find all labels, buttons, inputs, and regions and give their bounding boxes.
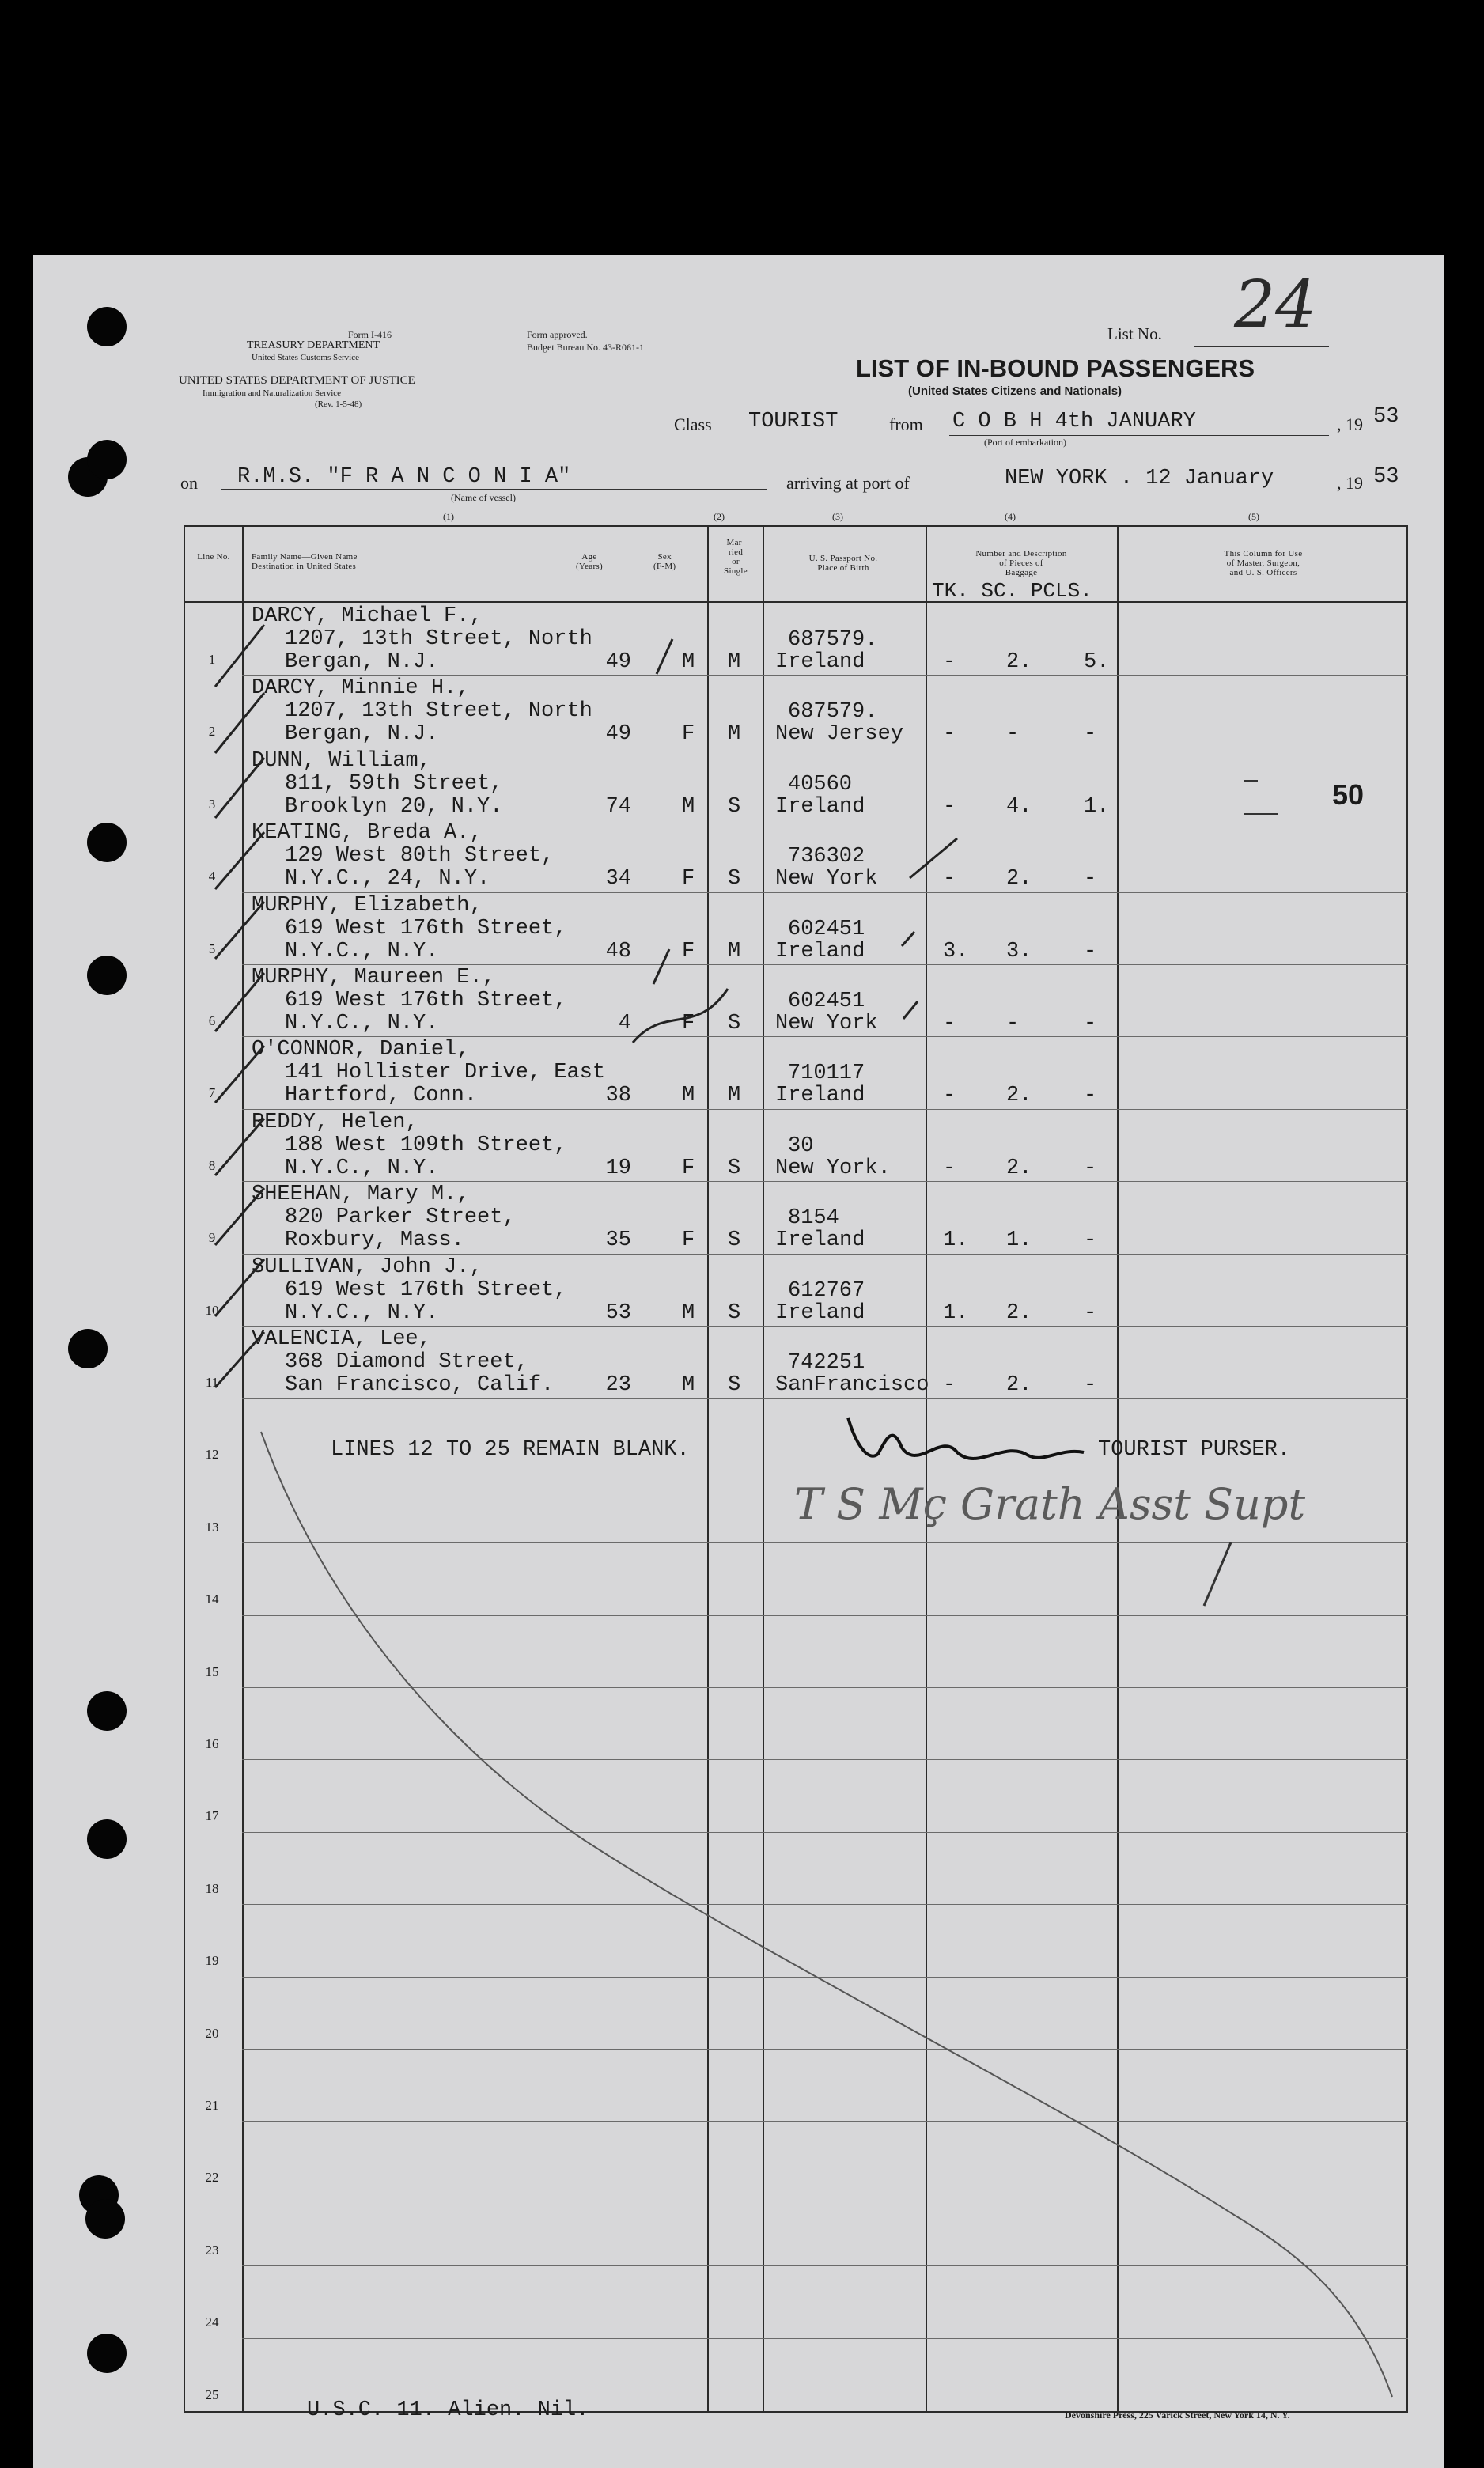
class-label: Class (674, 414, 712, 434)
year-prefix-1: , 19 (1337, 414, 1363, 434)
passenger-age: 19 (605, 1156, 631, 1180)
printer-imprint: Devonshire Press, 225 Varick Street, New York 14, N. Y. (1065, 2409, 1290, 2421)
passport-number: 687579. (788, 628, 878, 652)
marital-status: M (728, 1084, 741, 1108)
place-of-birth: Ireland (775, 1300, 865, 1325)
passenger-name: MURPHY, Maureen E., (252, 966, 495, 990)
passport-number: 742251 (788, 1351, 865, 1375)
col-num-5: (5) (1248, 511, 1259, 522)
place-of-birth: Ireland (775, 650, 865, 674)
line-number: 23 (205, 2242, 219, 2258)
passport-number: 612767 (788, 1278, 865, 1303)
line-number: 21 (205, 2098, 219, 2113)
marital-status: S (728, 1300, 741, 1325)
budget-bureau: Budget Bureau No. 43-R061-1. (527, 342, 646, 353)
passport-number: 30 (788, 1134, 814, 1158)
passenger-age: 38 (605, 1084, 631, 1108)
passenger-age: 23 (605, 1373, 631, 1397)
passenger-sex: F (682, 1156, 695, 1180)
passenger-sex: M (682, 1373, 695, 1397)
pen-tick (1204, 1542, 1231, 1606)
passenger-name: VALENCIA, Lee, (252, 1327, 431, 1351)
hdr-married: Mar- ried or Single (724, 538, 748, 576)
hdr-passport: U. S. Passport No. Place of Birth (808, 554, 878, 573)
baggage-tk: 3. (943, 939, 969, 963)
passenger-sex: M (682, 1300, 695, 1325)
passenger-address: 129 West 80th Street, (285, 844, 555, 869)
marital-status: M (728, 939, 741, 963)
baggage-tk: - (943, 650, 956, 674)
baggage-sc: 2. (1006, 1084, 1032, 1108)
line-number: 9 (208, 1230, 216, 1246)
passenger-address: 619 West 176th Street, (285, 989, 567, 1013)
passenger-address: 820 Parker Street, (285, 1206, 516, 1230)
line-number: 19 (205, 1953, 219, 1969)
line-number: 5 (208, 941, 216, 956)
passenger-name: SHEEHAN, Mary M., (252, 1183, 470, 1207)
hdr-baggage: Number and Description of Pieces of Baggage (975, 549, 1067, 577)
baggage-pcls: - (1084, 867, 1097, 891)
passenger-name: MURPHY, Elizabeth, (252, 893, 483, 918)
hdr-name-destination: Family Name—Given Name Destination in United States (252, 552, 358, 571)
passenger-age: 48 (605, 939, 631, 963)
hdr-officers: This Column for Use of Master, Surgeon, and U. S. Officers (1224, 549, 1303, 577)
passport-number: 602451 (788, 917, 865, 941)
passenger-city: N.Y.C., N.Y. (285, 1300, 439, 1325)
list-number: 24 (1234, 267, 1317, 343)
passport-number: 602451 (788, 990, 865, 1013)
line-number: 1 (208, 652, 216, 667)
list-no-label: List No. (1107, 324, 1162, 343)
line-number: 16 (205, 1736, 219, 1751)
col-num-2: (2) (714, 511, 725, 522)
baggage-pcls: - (1084, 1373, 1097, 1397)
line-number: 7 (208, 1085, 216, 1101)
line-number: 25 (205, 2387, 219, 2402)
line-number: 13 (205, 1519, 219, 1535)
line-number: 18 (205, 1880, 219, 1896)
customs-service: United States Customs Service (252, 353, 359, 362)
place-of-birth: New York (775, 867, 878, 891)
passenger-sex: M (682, 794, 695, 819)
passenger-city: Bergan, N.J. (285, 650, 439, 674)
place-of-birth: Ireland (775, 1084, 865, 1108)
place-of-birth: New York. (775, 1156, 891, 1180)
passenger-name: SULLIVAN, John J., (252, 1255, 483, 1279)
line-number: 4 (208, 869, 216, 884)
baggage-tk: - (943, 722, 956, 747)
baggage-tk: - (943, 867, 956, 891)
form-number: Form I-416 (348, 329, 392, 340)
passenger-age: 53 (605, 1300, 631, 1325)
form-approved: Form approved. (527, 329, 588, 340)
embark-note: (Port of embarkation) (984, 437, 1066, 448)
line-number: 20 (205, 2025, 219, 2041)
col-num-3: (3) (832, 511, 843, 522)
vessel-name: R.M.S. "F R A N C O N I A" (237, 465, 571, 489)
place-of-birth: Ireland (775, 794, 865, 819)
passenger-sex: F (682, 722, 695, 747)
passport-number: 736302 (788, 845, 865, 869)
passenger-city: Bergan, N.J. (285, 722, 439, 747)
marital-status: S (728, 867, 741, 891)
passenger-age: 34 (605, 867, 631, 891)
passport-number: 8154 (788, 1206, 839, 1231)
class-value: TOURIST (748, 410, 839, 433)
passenger-address: 1207, 13th Street, North (285, 627, 592, 651)
passenger-name: DARCY, Minnie H., (252, 676, 470, 701)
marital-status: M (728, 650, 741, 674)
place-of-birth: New York (775, 1012, 878, 1035)
passenger-sex: M (682, 650, 695, 674)
line-number: 14 (205, 1592, 219, 1607)
signature-sub: T S Mç Grath Asst Supt (794, 1479, 1306, 1529)
year-prefix-2: , 19 (1337, 473, 1363, 493)
baggage-pcls: - (1084, 722, 1097, 747)
check-marks (215, 625, 957, 1387)
baggage-sc: 1. (1006, 1228, 1032, 1253)
baggage-pcls: 5. (1084, 650, 1110, 674)
passenger-sex: M (682, 1084, 695, 1108)
baggage-sc: - (1006, 722, 1020, 747)
passenger-city: N.Y.C., N.Y. (285, 939, 439, 963)
passenger-age: 49 (605, 722, 631, 747)
passenger-address: 1207, 13th Street, North (285, 699, 592, 724)
baggage-tk: - (943, 1373, 956, 1397)
baggage-pcls: - (1084, 1300, 1097, 1325)
line-number: 17 (205, 1808, 219, 1824)
line-number: 12 (205, 1447, 219, 1463)
immigration-service: Immigration and Naturalization Service (203, 388, 342, 398)
baggage-pcls: 1. (1084, 794, 1110, 819)
baggage-sc: 2. (1006, 1156, 1032, 1180)
marital-status: S (728, 1156, 741, 1180)
on-label: on (180, 473, 198, 493)
hdr-age: Age (Years) (576, 552, 603, 571)
passenger-address: 188 West 109th Street, (285, 1133, 567, 1157)
line-number: 24 (205, 2315, 219, 2330)
place-of-birth: New Jersey (775, 722, 904, 747)
place-of-birth: Ireland (775, 1228, 865, 1253)
hdr-line-no: Line No. (197, 552, 230, 562)
passenger-name: DUNN, William, (252, 748, 431, 773)
line-number: 8 (208, 1157, 216, 1173)
year-2: 53 (1373, 465, 1399, 489)
baggage-sc: 3. (1006, 939, 1032, 963)
purser-signature (848, 1418, 1084, 1459)
passenger-age: 74 (605, 794, 631, 819)
passenger-name: DARCY, Michael F., (252, 604, 483, 628)
baggage-tk: - (943, 1156, 956, 1180)
baggage-pcls: - (1084, 939, 1097, 963)
passenger-sex: F (682, 939, 695, 963)
line-number: 6 (208, 1013, 216, 1028)
baggage-tk: - (943, 1084, 956, 1108)
baggage-pcls: - (1084, 1012, 1097, 1035)
baggage-pcls: - (1084, 1084, 1097, 1108)
passenger-city: N.Y.C., N.Y. (285, 1156, 439, 1180)
arriving-label: arriving at port of (786, 473, 910, 493)
year-1: 53 (1373, 405, 1399, 429)
line-number: 15 (205, 1664, 219, 1679)
line-number: 2 (208, 724, 216, 740)
baggage-tk: 1. (943, 1300, 969, 1325)
passenger-city: Roxbury, Mass. (285, 1228, 464, 1253)
purser-title: TOURIST PURSER. (1098, 1438, 1291, 1462)
line-number: 22 (205, 2170, 219, 2186)
baggage-pcls: - (1084, 1228, 1097, 1253)
passport-number: 710117 (788, 1062, 865, 1086)
passenger-address: 619 West 176th Street, (285, 1278, 567, 1302)
passenger-name: KEATING, Breda A., (252, 821, 483, 846)
passenger-address: 619 West 176th Street, (285, 916, 567, 941)
arrival-port-date: NEW YORK . 12 January (1005, 467, 1274, 490)
col-num-1: (1) (443, 511, 454, 522)
hdr-sex: Sex (F-M) (653, 552, 676, 571)
passenger-sex: F (682, 1012, 695, 1035)
cancel-line (261, 1432, 1392, 2397)
passenger-city: N.Y.C., N.Y. (285, 1012, 439, 1035)
vessel-note: (Name of vessel) (451, 492, 516, 503)
line-number: 3 (208, 796, 216, 812)
passenger-address: 811, 59th Street, (285, 771, 503, 796)
line-number: 11 (205, 1375, 219, 1390)
blank-lines-note: LINES 12 TO 25 REMAIN BLANK. (331, 1438, 690, 1462)
passenger-sex: F (682, 867, 695, 891)
passport-number: 687579. (788, 700, 878, 725)
page-subtitle: (United States Citizens and Nationals) (908, 384, 1122, 398)
passenger-age: 49 (605, 650, 631, 674)
dept-justice: UNITED STATES DEPARTMENT OF JUSTICE (179, 374, 415, 387)
officer-annotation: 50 (1332, 778, 1365, 811)
embark-port-date: C O B H 4th JANUARY (952, 410, 1196, 433)
baggage-sc: 2. (1006, 1373, 1032, 1397)
marital-status: S (728, 794, 741, 819)
place-of-birth: Ireland (775, 939, 865, 963)
treasury-department: TREASURY DEPARTMENT (247, 339, 380, 351)
revision: (Rev. 1-5-48) (315, 399, 362, 409)
passenger-name: REDDY, Helen, (252, 1110, 418, 1134)
passenger-address: 368 Diamond Street, (285, 1350, 528, 1374)
marital-status: S (728, 1228, 741, 1253)
baggage-sc: 4. (1006, 794, 1032, 819)
marital-status: S (728, 1373, 741, 1397)
passenger-sex: F (682, 1228, 695, 1253)
passenger-city: San Francisco, Calif. (285, 1373, 555, 1397)
page-title: LIST OF IN-BOUND PASSENGERS (856, 354, 1255, 382)
passenger-address: 141 Hollister Drive, East (285, 1061, 606, 1085)
baggage-tk: - (943, 1012, 956, 1035)
place-of-birth: SanFrancisco (775, 1373, 929, 1397)
baggage-sc: 2. (1006, 1300, 1032, 1325)
passport-number: 40560 (788, 772, 853, 797)
passenger-age: 4 (618, 1012, 631, 1035)
passenger-age: 35 (605, 1228, 631, 1253)
baggage-pcls: - (1084, 1156, 1097, 1180)
footer-tally: U.S.C. 11. Alien. Nil. (307, 2398, 589, 2422)
baggage-sc: 2. (1006, 867, 1032, 891)
marital-status: M (728, 722, 741, 747)
col-num-4: (4) (1005, 511, 1016, 522)
line-number: 10 (205, 1302, 219, 1318)
hdr-baggage-sub: TK. SC. PCLS. (932, 579, 1092, 603)
baggage-tk: 1. (943, 1228, 969, 1253)
marital-status: S (728, 1012, 741, 1035)
baggage-tk: - (943, 794, 956, 819)
passenger-name: O'CONNOR, Daniel, (252, 1038, 470, 1062)
passenger-city: Brooklyn 20, N.Y. (285, 794, 503, 819)
from-label: from (889, 414, 923, 434)
baggage-sc: - (1006, 1012, 1020, 1035)
passenger-city: Hartford, Conn. (285, 1084, 478, 1108)
passenger-city: N.Y.C., 24, N.Y. (285, 867, 490, 891)
baggage-sc: 2. (1006, 650, 1032, 674)
